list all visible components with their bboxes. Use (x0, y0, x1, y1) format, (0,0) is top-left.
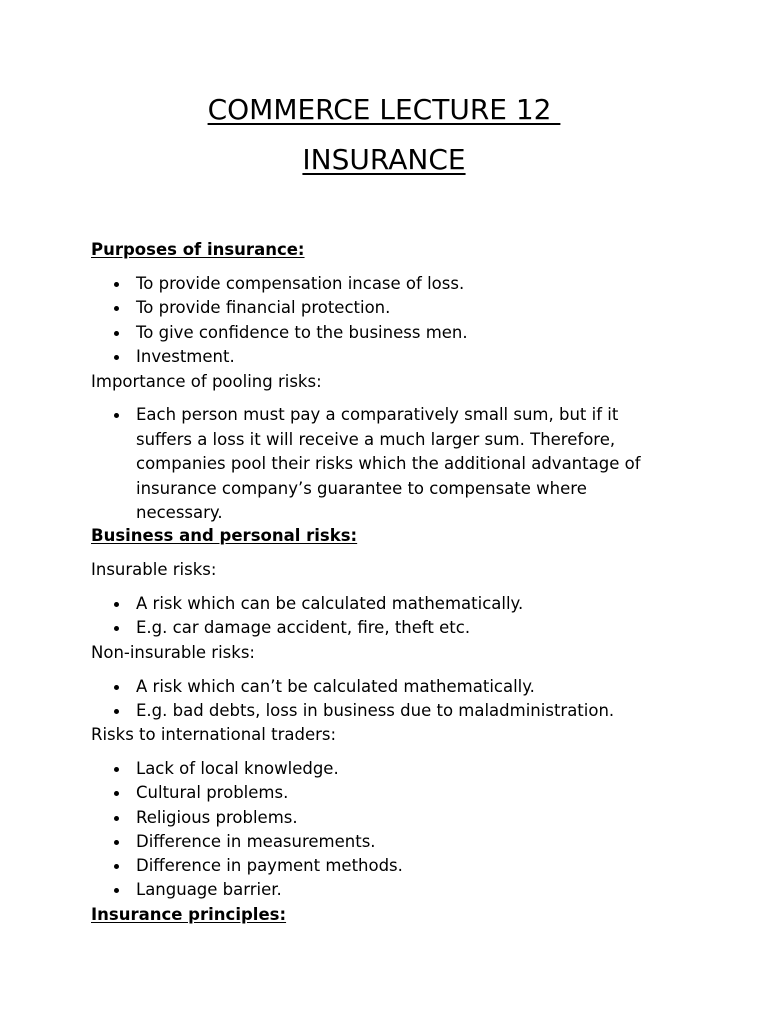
list-item: To give confidence to the business men. (112, 321, 468, 345)
international-list (112, 757, 403, 903)
bullet-icon (114, 331, 119, 336)
bullet-icon (114, 840, 119, 845)
list-item: Religious problems. (112, 806, 403, 830)
list-item: A risk which can’t be calculated mathematically. (112, 675, 614, 699)
document-title: COMMERCE LECTURE 12 (207, 93, 561, 126)
list-item: Difference in measurements. (112, 830, 403, 854)
list-item: Investment. (112, 345, 468, 369)
bullet-icon (114, 626, 119, 631)
bullet-icon (114, 888, 119, 893)
list-item: To provide compensation incase of loss. (112, 272, 468, 296)
list-item: To provide financial protection. (112, 296, 468, 320)
heading-purposes: Purposes of insurance: (91, 240, 305, 259)
non-insurable-list (112, 675, 614, 724)
bullet-icon (114, 767, 119, 772)
list-item: Language barrier. (112, 878, 403, 902)
bullet-icon (114, 306, 119, 311)
bullet-icon (114, 816, 119, 821)
list-item: E.g. car damage accident, fire, theft etc. (112, 616, 523, 640)
purposes-list (112, 272, 468, 369)
insurable-list (112, 592, 523, 641)
heading-principles: Insurance principles: (91, 905, 287, 924)
bullet-icon (114, 864, 119, 869)
label-insurable: Insurable risks: (91, 560, 217, 579)
list-item: Cultural problems. (112, 781, 403, 805)
bullet-icon (114, 602, 119, 607)
document-subtitle: INSURANCE (302, 143, 466, 176)
bullet-icon (114, 685, 119, 690)
bullet-icon (114, 791, 119, 796)
label-international: Risks to international traders: (91, 725, 337, 744)
list-item: Difference in payment methods. (112, 854, 403, 878)
label-non-insurable: Non-insurable risks: (91, 643, 255, 662)
list-item: A risk which can be calculated mathematically. (112, 592, 523, 616)
bullet-icon (114, 413, 119, 418)
label-pooling: Importance of pooling risks: (91, 372, 322, 391)
pooling-paragraph: Each person must pay a comparatively small sum, but if it suffers a loss it will receive a much larger sum. Therefore, companies pool their risks which the additional advantage of insurance company’s guarantee to compensate where necessary. (112, 403, 716, 526)
bullet-icon (114, 355, 119, 360)
bullet-icon (114, 709, 119, 714)
bullet-icon (114, 282, 119, 287)
list-item: Lack of local knowledge. (112, 757, 403, 781)
heading-business-risks: Business and personal risks: (91, 526, 358, 545)
list-item: E.g. bad debts, loss in business due to maladministration. (112, 699, 614, 723)
